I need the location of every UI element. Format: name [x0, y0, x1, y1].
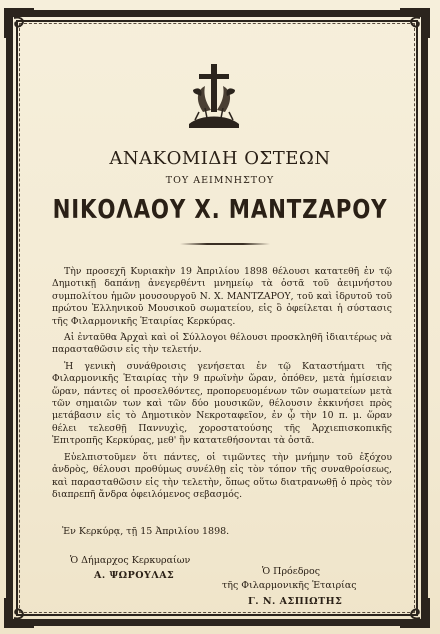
- cross-with-lilies-icon: [185, 60, 243, 132]
- paragraph: Τὴν προσεχῆ Κυριακὴν 19 Ἀπριλίου 1898 θέλουσι κατατεθῆ ἐν τῷ Δημοτικῇ δαπάνῃ ἀνεγερθέντι μνημείῳ τὰ ὀστᾶ τοῦ ἀειμνήστου συμπολίτου ἡμῶν μουσουργοῦ Ν. Χ. ΜΑΝΤΖΑΡΟΥ, τοῦ καὶ ἱδρυτοῦ τοῦ πρώτου Ἑλληνικοῦ Μουσικοῦ σωματείου, εἰς ὃ ὀφείλεται ἡ σύστασις τῆς Φιλαρμονικῆς Ἑταιρίας Κερκύρας.: [52, 266, 392, 327]
- corner-ornament-icon: [398, 6, 432, 40]
- divider-rule: [180, 243, 270, 245]
- honoree-name: ΝΙΚΟΛΑΟΥ Χ. ΜΑΝΤΖΑΡΟΥ: [52, 195, 388, 225]
- document-title: ΑΝΑΚΟΜΙΔΗ ΟΣΤΕΩΝ: [109, 148, 331, 169]
- president-organization: τῆς Φιλαρμονικῆς Ἑταιρίας: [222, 580, 357, 591]
- paragraph: Εὐελπιστοῦμεν ὅτι πάντες, οἱ τιμῶντες τὴν μνήμην τοῦ ἐξόχου ἀνδρὸς, θέλουσι προθύμως συνέλθῃ εἰς τὸν τόπον τῆς συναθροίσεως, καὶ παρασταθῶσιν εἰς τὴν τελετὴν, ὅπως οὕτω διατρανωθῇ ὁ πρὸς τὸν διαπρεπῆ ἄνδρα ὀφειλόμενος σεβασμός.: [52, 451, 392, 500]
- paragraph: Ἡ γενικὴ συνάθροισις γενήσεται ἐν τῷ Καταστήματι τῆς Φιλαρμονικῆς Ἑταιρίας τὴν 9 πρωϊνὴν ὥραν, ὁπόθεν, μετὰ ἡμίσειαν ὥραν, πάντες οἱ προσελθόντες, προπορευομένων τῶν σωματείων μετὰ τῶν σημαιῶν των καὶ τῶν δύο μουσικῶν, θέλουσιν ἐκκινήσει πρὸς μετάβασιν εἰς τὸ Δημοτικὸν Νεκροταφεῖον, ἐν ᾧ τὴν 10 π. μ. ὥραν θέλει τελεσθῇ Παννυχὶς, χοροστατούσης τῆς Ἀρχιεπισκοπικῆς Ἐπιτροπῆς Κερκύρας, μεθ' ἣν κατατεθήσονται τὰ ὀστᾶ.: [52, 360, 392, 447]
- corner-ornament-icon: [2, 596, 36, 630]
- paragraph: Αἱ ἐνταῦθα Ἀρχαὶ καὶ οἱ Σύλλογοι θέλουσι προσκληθῆ ἰδιαιτέρως νὰ παρασταθῶσιν εἰς τὴν τελετήν.: [52, 332, 392, 356]
- document-subtitle: ΤΟΥ ΑΕΙΜΝΗΣΤΟΥ: [165, 175, 275, 186]
- dateline: Ἐν Κερκύρᾳ, τῇ 15 Ἀπριλίου 1898.: [62, 526, 230, 537]
- corner-ornament-icon: [2, 6, 36, 40]
- corner-ornament-icon: [398, 596, 432, 630]
- mayor-role: Ὁ Δήμαρχος Κερκυραίων: [70, 555, 191, 566]
- president-name: Γ. Ν. ΑΣΠΙΩΤΗΣ: [248, 596, 343, 607]
- mayor-name: Α. ΨΩΡΟΥΛΑΣ: [94, 570, 175, 581]
- president-role: Ὁ Πρόεδρος: [262, 566, 321, 577]
- announcement-body: [52, 266, 392, 505]
